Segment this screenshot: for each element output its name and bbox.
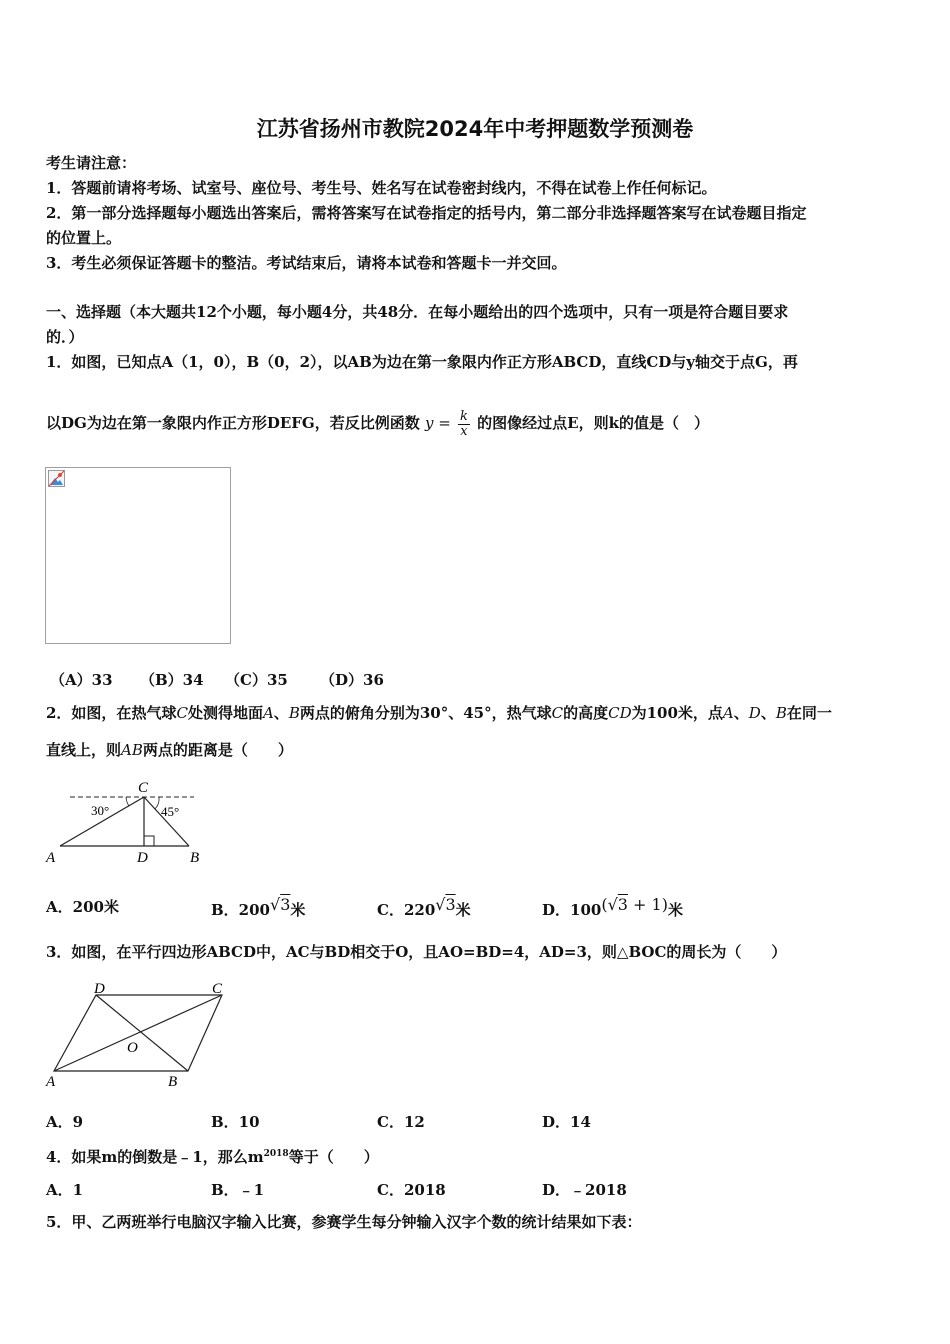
notice-item-3: 3．考生必须保证答题卡的整洁。考试结束后，请将本试卷和答题卡一并交回。 xyxy=(46,254,567,272)
notice-heading: 考生请注意： xyxy=(46,154,137,172)
q3-option-a[interactable]: A．9 xyxy=(46,1113,84,1131)
q2-sep1: 、 xyxy=(733,704,749,722)
q2-figure xyxy=(44,776,204,868)
q2-seg-d: 两点的俯角分别为30°、45°，热气球 xyxy=(299,704,552,722)
q2-sep2: 、 xyxy=(760,704,776,722)
q2-seg-c: 、 xyxy=(273,704,289,722)
q2-var-b2: B xyxy=(775,704,787,722)
q2-label-b: B xyxy=(190,850,200,866)
q2-b-radicand: 3 xyxy=(280,895,291,914)
q2-text-line2 xyxy=(46,740,293,760)
q4-option-a[interactable]: A．1 xyxy=(46,1181,84,1199)
q2-var-cd: CD xyxy=(608,704,632,722)
q1-text-line2 xyxy=(46,404,709,442)
q2-option-a[interactable] xyxy=(46,896,119,917)
notice-item-1: 1．答题前请将考场、试室号、座位号、考生号、姓名写在试卷密封线内，不得在试卷上作任何标记。 xyxy=(46,179,717,197)
q3-option-d[interactable]: D．14 xyxy=(542,1113,591,1131)
q2-text-line1 xyxy=(46,703,832,723)
q1-text-line2-pre: 以DG为边在第一象限内作正方形DEFG，若反比例函数 xyxy=(46,414,420,432)
q2-d-open: ( xyxy=(601,895,608,914)
q2-seg-b: 处测得地面 xyxy=(187,704,263,722)
q2-var-ab: AB xyxy=(121,741,143,759)
q3-label-d: D xyxy=(94,981,105,997)
q2-angle-30: 30° xyxy=(91,803,110,818)
notice-item-2-cont: 的位置上。 xyxy=(46,229,122,247)
q1-option-b[interactable]: （B）34 xyxy=(140,671,204,689)
q4-option-b[interactable]: B．﹣1 xyxy=(211,1181,265,1199)
notice-item-2: 2．第一部分选择题每小题选出答案后，需将答案写在试卷指定的括号内，第二部分非选择题答案写在试卷题目指定 xyxy=(46,204,807,222)
q2-option-b[interactable]: B．200√3米 xyxy=(211,895,306,919)
q2-seg-e: 的高度 xyxy=(563,704,609,722)
q4-text xyxy=(46,1144,379,1167)
q3-diagonal-ac xyxy=(54,995,222,1071)
q2-a-unit: 米 xyxy=(103,898,119,916)
q1-fraction xyxy=(458,410,470,439)
q2-var-c: C xyxy=(176,704,188,722)
q3-label-a: A xyxy=(46,1074,56,1090)
q1-option-c[interactable]: （C）35 xyxy=(225,671,288,689)
q4-option-c[interactable]: C．2018 xyxy=(377,1181,446,1199)
section-heading-line1: 一、选择题（本大题共12个小题，每小题4分，共48分．在每小题给出的四个选项中，只有一项是符合题目要求 xyxy=(46,303,789,321)
q2-line2-a: 直线上，则 xyxy=(46,741,122,759)
q2-d-plus: + 1) xyxy=(627,895,668,914)
q1-frac-den: x xyxy=(460,423,468,439)
q2-arc-45 xyxy=(155,797,159,809)
q2-var-d2: D xyxy=(748,704,761,722)
q2-d-label: D．100 xyxy=(542,901,602,919)
q2-seg-f: 为100米，点 xyxy=(631,704,723,722)
q2-angle-45: 45° xyxy=(161,804,180,819)
section-heading-line2: 的．） xyxy=(46,328,84,346)
q1-option-a[interactable]: （A）33 xyxy=(50,671,113,689)
q4-option-d[interactable]: D．﹣2018 xyxy=(542,1181,627,1199)
q1-text-line2-post: 的图像经过点E，则k的值是（ ） xyxy=(477,414,709,432)
q1-figure-broken-image xyxy=(45,467,231,644)
q2-var-c2: C xyxy=(551,704,564,722)
q2-a-label: A．200 xyxy=(46,898,104,916)
q2-right-angle xyxy=(144,836,154,846)
q3-diagonal-bd xyxy=(96,995,188,1071)
q5-text: 5．甲、乙两班举行电脑汉字输入比赛，参赛学生每分钟输入汉字个数的统计结果如下表： xyxy=(46,1213,642,1231)
q2-d-radicand: 3 xyxy=(617,895,628,914)
q1-text-line1: 1．如图，已知点A（1，0），B（0，2），以AB为边在第一象限内作正方形ABCD，直线CD与y轴交于点G，再 xyxy=(46,353,798,371)
q2-c-label: C．220 xyxy=(377,901,436,919)
q4-text-pre: 4．如果m的倒数是﹣1，那么m xyxy=(46,1148,264,1166)
q3-text: 3．如图，在平行四边形ABCD中，AC与BD相交于O，且AO=BD=4，AD=3，则△BOC的周长为（ ） xyxy=(46,943,787,961)
q2-label-d: D xyxy=(137,850,148,866)
q2-c-unit: 米 xyxy=(455,901,471,919)
q1-option-d[interactable]: （D）36 xyxy=(320,671,384,689)
q4-text-post: 等于（ ） xyxy=(288,1148,379,1166)
q2-var-a: A xyxy=(262,704,274,722)
q2-option-c[interactable]: C．220√3米 xyxy=(377,895,471,919)
q2-seg-g: 在同一 xyxy=(786,704,832,722)
q2-label-a: A xyxy=(46,850,56,866)
q3-option-b[interactable]: B．10 xyxy=(211,1113,260,1131)
q2-d-unit: 米 xyxy=(667,901,683,919)
q2-c-radicand: 3 xyxy=(445,895,456,914)
page-title: 江苏省扬州市教院2024年中考押题数学预测卷 xyxy=(256,117,694,141)
q2-b-unit: 米 xyxy=(290,901,306,919)
q4-exponent: 2018 xyxy=(263,1149,289,1159)
q2-var-a2: A xyxy=(722,704,734,722)
q2-line2-b: 两点的距离是（ ） xyxy=(142,741,293,759)
q2-arc-30 xyxy=(126,797,129,806)
q2-b-label: B．200 xyxy=(211,901,270,919)
q2-label-c: C xyxy=(138,780,149,796)
q1-frac-num: k xyxy=(460,408,468,424)
q3-label-c: C xyxy=(212,981,223,997)
q2-var-b: B xyxy=(288,704,300,722)
broken-image-icon xyxy=(48,470,66,488)
q3-label-o: O xyxy=(127,1040,138,1056)
q3-option-c[interactable]: C．12 xyxy=(377,1113,425,1131)
q2-seg-a: 2．如图，在热气球 xyxy=(46,704,177,722)
q2-option-d[interactable]: D．100(√3 + 1)米 xyxy=(542,895,683,919)
q3-figure xyxy=(44,978,230,1090)
q1-func-y: y = xyxy=(424,414,451,432)
q3-label-b: B xyxy=(168,1074,178,1090)
